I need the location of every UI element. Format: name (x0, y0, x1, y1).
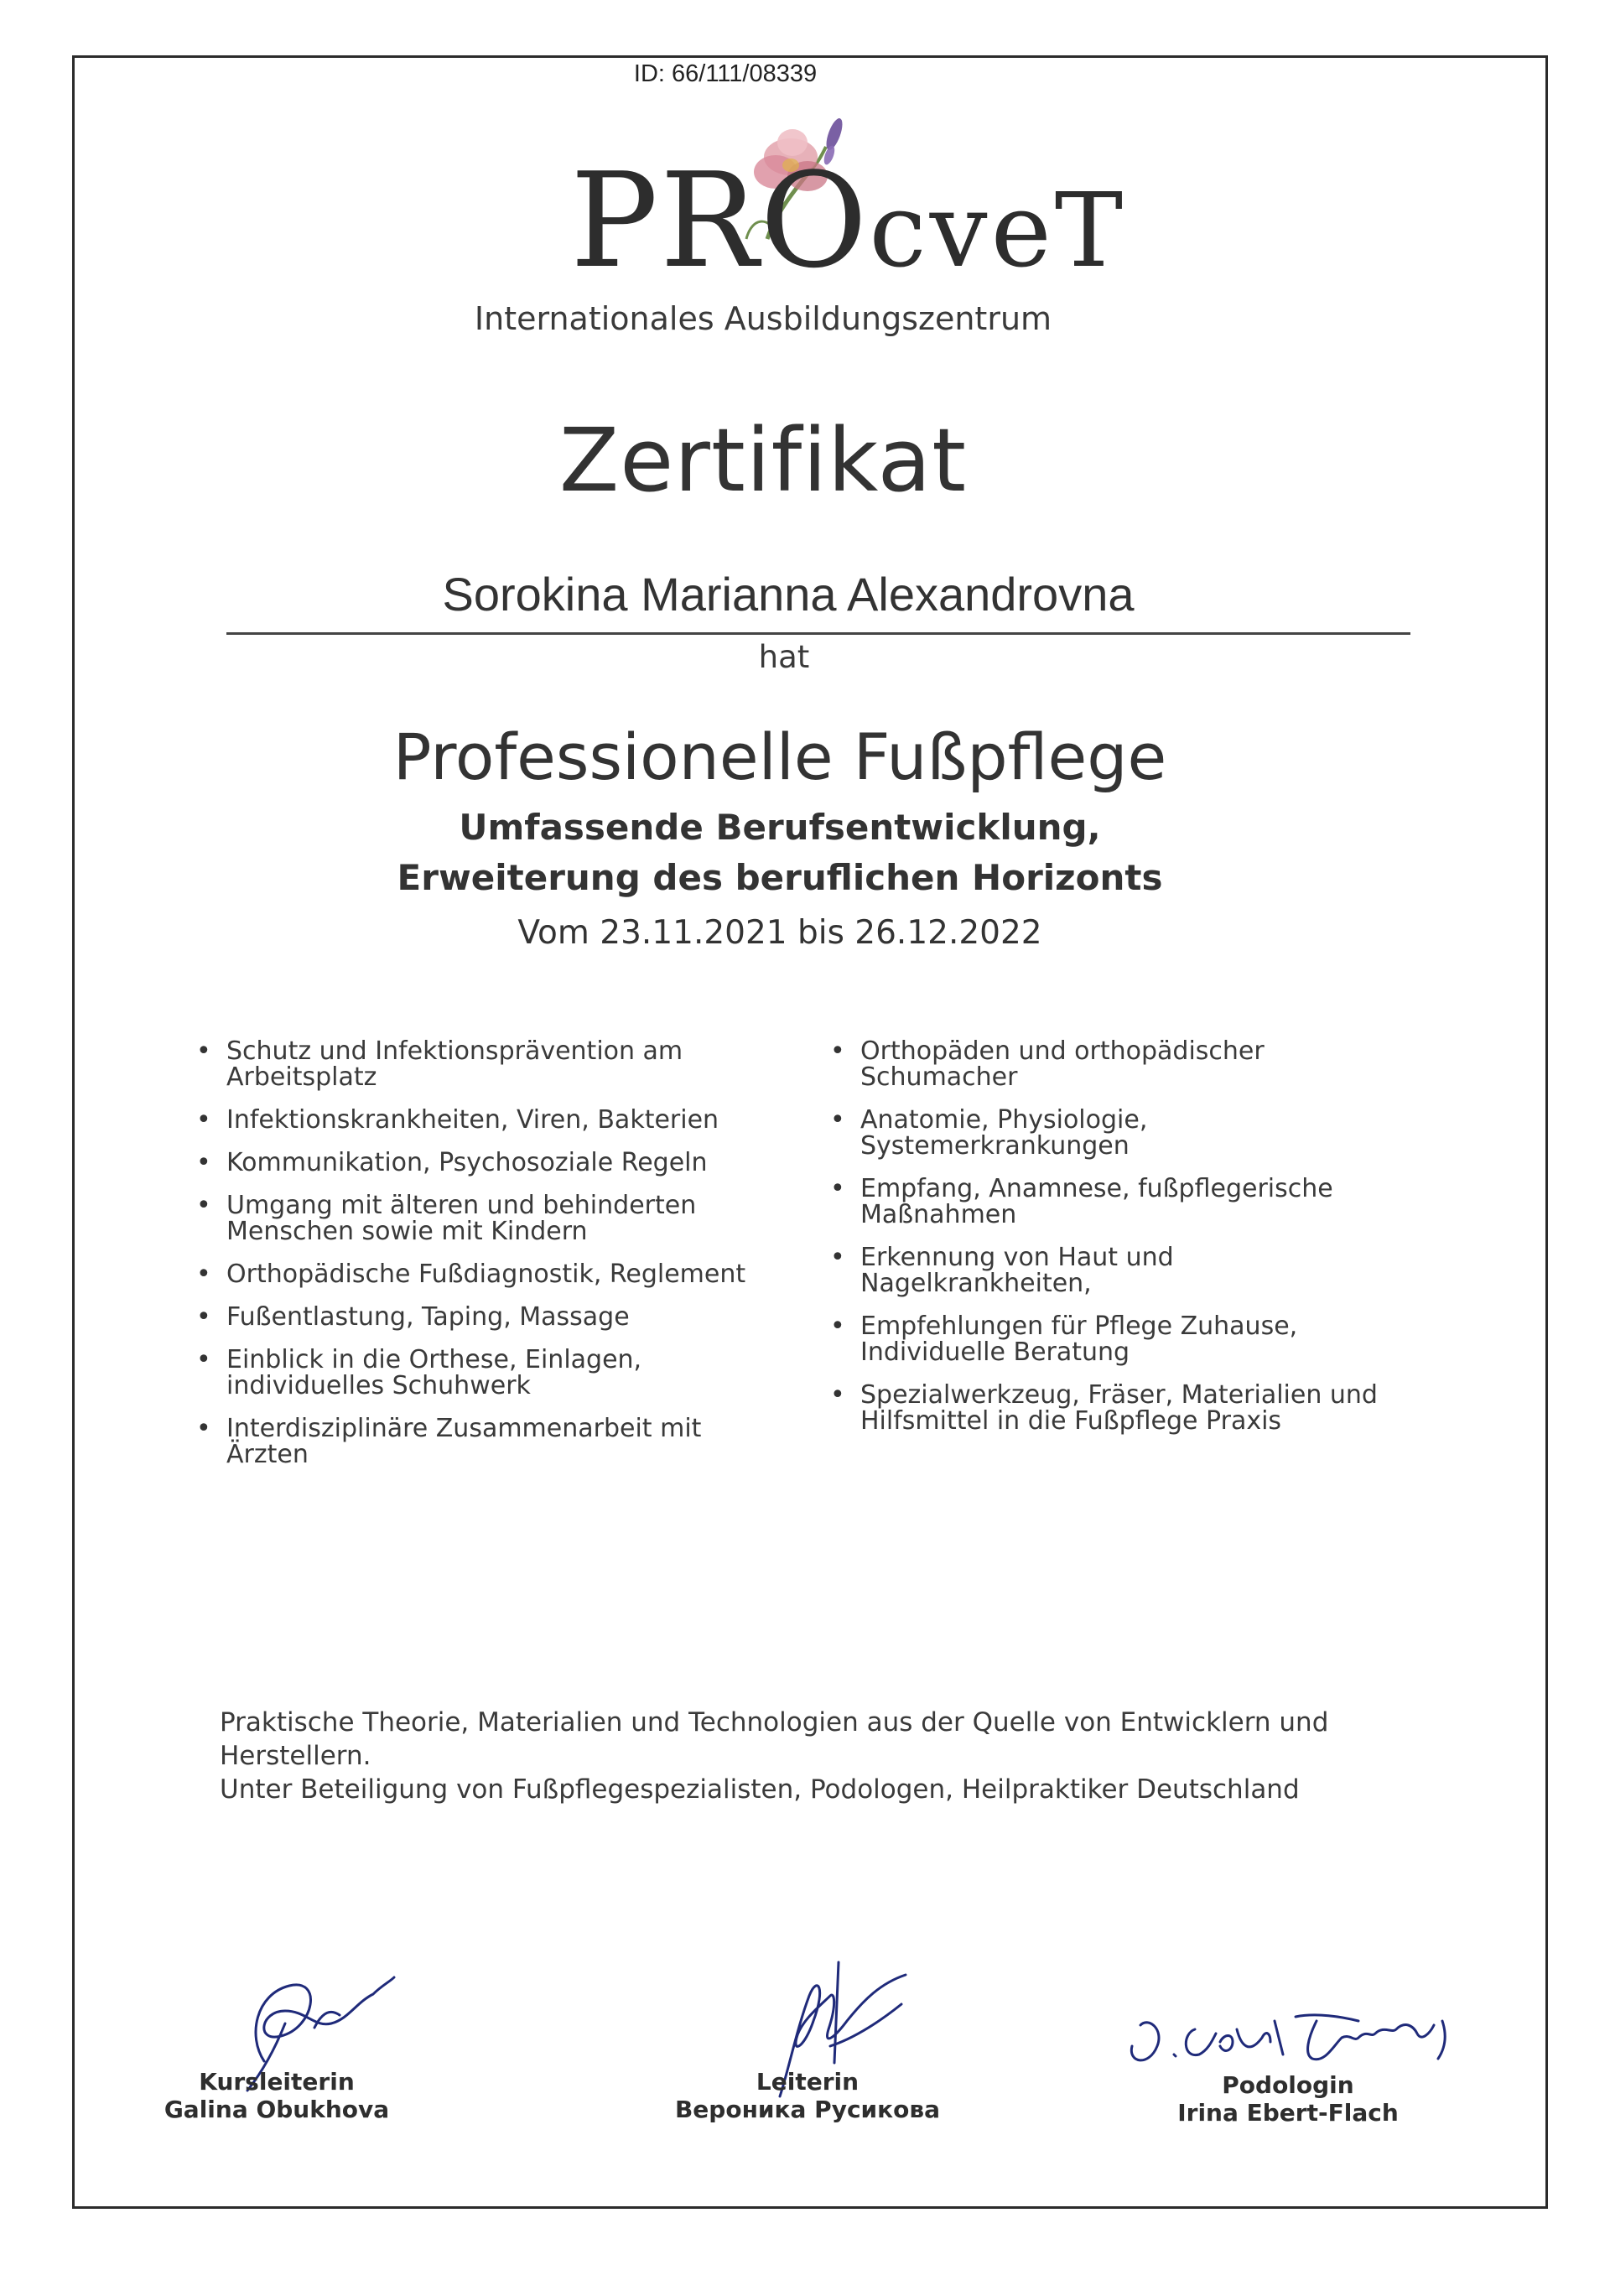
list-item: • Schutz und Infektionsprävention am Arbeitsplatz (226, 1038, 813, 1090)
recipient-name: Sorokina Marianna Alexandrovna (442, 568, 1135, 621)
course-subtitle-line1: Umfassende Berufsentwicklung, (459, 807, 1101, 848)
note-practical-theory: Praktische Theorie, Materialien und Technologien aus der Quelle von Entwicklern und Herstellern. (220, 1707, 1329, 1771)
list-item: • Erkennung von Haut und Nagelkrankheiten, (860, 1244, 1447, 1296)
signatory-leiterin (640, 2068, 975, 2123)
certificate-title: Zertifikat (558, 409, 968, 512)
topics-list-right (860, 1038, 1447, 1451)
course-name: Professionelle Fußpflege (392, 719, 1167, 794)
logo-pro: PRO (570, 144, 870, 297)
signatory-name: Irina Ebert-Flach (1177, 2099, 1399, 2127)
document-id: ID: 66/111/08339 (633, 60, 818, 87)
topics-list-left (226, 1038, 813, 1484)
list-item: • Anatomie, Physiologie, Systemerkrankungen (860, 1107, 1447, 1159)
list-item: • Orthopädische Fußdiagnostik, Reglement (226, 1261, 813, 1287)
institution-name: Internationales Ausbildungszentrum (474, 300, 1052, 337)
list-item: • Empfehlungen für Pflege Zuhause, Individuelle Beratung (860, 1313, 1447, 1365)
note-participation: Unter Beteiligung von Fußpflegespezialisten, Podologen, Heilpraktiker Deutschland (220, 1774, 1300, 1805)
logo-wordmark (570, 144, 1127, 297)
signatory-role: Podologin (1222, 2071, 1354, 2099)
connector-word: hat (758, 639, 810, 675)
list-item: • Interdisziplinäre Zusammenarbeit mit Ärzten (226, 1416, 813, 1467)
list-item: • Kommunikation, Psychosoziale Regeln (226, 1150, 813, 1176)
course-period: Vom 23.11.2021 bis 26.12.2022 (517, 914, 1042, 952)
list-item: • Umgang mit älteren und behinderten Menschen sowie mit Kindern (226, 1192, 813, 1244)
list-item: • Spezialwerkzeug, Fräser, Materialien und Hilfsmittel in die Fußpflege Praxis (860, 1382, 1447, 1434)
signatory-podologin (1120, 2071, 1456, 2127)
procvet-logo (570, 113, 1127, 297)
list-item: • Infektionskrankheiten, Viren, Bakterien (226, 1107, 813, 1133)
signatory-name: Вероника Русикова (674, 2096, 941, 2123)
signatory-kursleiterin (109, 2068, 444, 2123)
signatory-role: Kursleiterin (199, 2068, 355, 2096)
list-item: • Einblick in die Orthese, Einlagen, individuelles Schuhwerk (226, 1347, 813, 1399)
list-item: • Fußentlastung, Taping, Massage (226, 1304, 813, 1330)
logo-cvet: cveT (869, 171, 1127, 290)
signatory-name: Galina Obukhova (164, 2096, 390, 2123)
list-item: • Empfang, Anamnese, fußpflegerische Maßnahmen (860, 1176, 1447, 1228)
list-item: • Orthopäden und orthopädischer Schumacher (860, 1038, 1447, 1090)
signatory-role: Leiterin (756, 2068, 860, 2096)
signature-ebert-flach (1115, 1996, 1476, 2080)
name-underline (226, 632, 1410, 635)
course-subtitle-line2: Erweiterung des beruflichen Horizonts (397, 857, 1163, 898)
